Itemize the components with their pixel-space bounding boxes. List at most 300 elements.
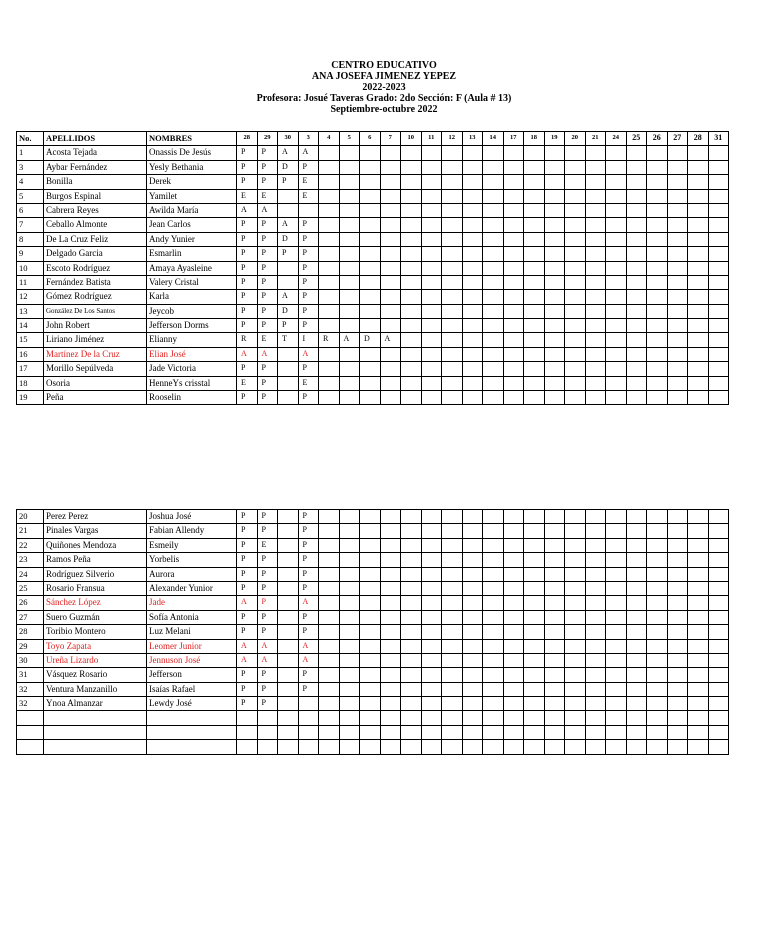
attendance-cell — [421, 596, 442, 610]
attendance-cell — [708, 319, 729, 333]
student-surnames: Acosta Tejada — [44, 146, 147, 160]
header-day: 19 — [544, 132, 565, 146]
attendance-cell — [647, 175, 668, 189]
attendance-cell — [442, 697, 463, 711]
attendance-cell — [647, 304, 668, 318]
attendance-cell — [319, 203, 340, 217]
attendance-cell — [647, 347, 668, 361]
student-names: Jade — [147, 596, 237, 610]
attendance-cell — [667, 524, 688, 538]
attendance-cell — [544, 567, 565, 581]
attendance-cell — [585, 625, 606, 639]
attendance-cell — [380, 247, 401, 261]
attendance-cell — [278, 682, 299, 696]
attendance-cell — [339, 610, 360, 624]
student-names: Luz Melani — [147, 625, 237, 639]
attendance-mark: A — [298, 146, 319, 160]
attendance-cell — [565, 653, 586, 667]
attendance-cell — [503, 538, 524, 552]
student-number: 26 — [17, 596, 44, 610]
attendance-cell — [462, 160, 483, 174]
attendance-cell — [565, 347, 586, 361]
attendance-cell — [585, 567, 606, 581]
attendance-cell — [401, 639, 422, 653]
attendance-mark: A — [298, 596, 319, 610]
attendance-cell — [667, 725, 688, 739]
attendance-mark: A — [237, 653, 258, 667]
student-names: Yesly Bethania — [147, 160, 237, 174]
attendance-cell — [565, 610, 586, 624]
attendance-cell — [442, 510, 463, 524]
student-number — [17, 725, 44, 739]
attendance-cell — [339, 218, 360, 232]
attendance-cell — [462, 697, 483, 711]
attendance-cell — [585, 668, 606, 682]
attendance-cell — [688, 333, 709, 347]
attendance-cell — [626, 524, 647, 538]
attendance-cell — [401, 275, 422, 289]
attendance-cell — [585, 682, 606, 696]
attendance-cell — [503, 362, 524, 376]
attendance-cell — [339, 189, 360, 203]
attendance-cell — [585, 697, 606, 711]
attendance-cell — [401, 596, 422, 610]
student-number: 16 — [17, 347, 44, 361]
attendance-mark: A — [380, 333, 401, 347]
attendance-cell — [360, 290, 381, 304]
attendance-cell — [401, 567, 422, 581]
attendance-cell — [380, 697, 401, 711]
attendance-mark: P — [298, 232, 319, 246]
attendance-cell — [483, 275, 504, 289]
attendance-cell — [585, 362, 606, 376]
attendance-cell — [647, 639, 668, 653]
attendance-cell — [565, 319, 586, 333]
attendance-cell — [544, 725, 565, 739]
student-number: 9 — [17, 247, 44, 261]
attendance-cell — [585, 146, 606, 160]
attendance-cell — [380, 581, 401, 595]
attendance-cell — [319, 347, 340, 361]
attendance-cell — [339, 553, 360, 567]
attendance-cell — [503, 333, 524, 347]
header-day: 27 — [667, 132, 688, 146]
attendance-cell — [688, 304, 709, 318]
attendance-cell — [380, 740, 401, 754]
attendance-cell — [483, 290, 504, 304]
attendance-cell — [401, 697, 422, 711]
attendance-cell — [503, 682, 524, 696]
attendance-cell — [339, 668, 360, 682]
attendance-cell — [544, 697, 565, 711]
student-row — [17, 261, 729, 275]
student-names: Lewdy José — [147, 697, 237, 711]
attendance-cell — [585, 711, 606, 725]
attendance-cell — [503, 524, 524, 538]
attendance-mark: I — [298, 333, 319, 347]
header-day: 28 — [688, 132, 709, 146]
attendance-cell — [626, 347, 647, 361]
attendance-cell — [319, 725, 340, 739]
attendance-cell — [503, 261, 524, 275]
attendance-cell — [585, 304, 606, 318]
attendance-cell — [667, 740, 688, 754]
attendance-cell — [380, 160, 401, 174]
student-row — [17, 218, 729, 232]
attendance-mark: P — [237, 362, 258, 376]
attendance-cell — [606, 581, 627, 595]
attendance-cell — [688, 553, 709, 567]
attendance-cell — [544, 682, 565, 696]
attendance-mark: P — [237, 275, 258, 289]
attendance-cell — [503, 319, 524, 333]
header-no: No. — [17, 132, 44, 146]
attendance-cell — [524, 275, 545, 289]
attendance-cell — [688, 538, 709, 552]
attendance-cell — [360, 567, 381, 581]
attendance-cell — [319, 189, 340, 203]
attendance-cell — [524, 175, 545, 189]
attendance-cell — [626, 189, 647, 203]
attendance-cell — [319, 538, 340, 552]
attendance-cell — [544, 333, 565, 347]
attendance-cell — [462, 347, 483, 361]
attendance-cell — [524, 160, 545, 174]
attendance-cell — [708, 290, 729, 304]
header-day: 12 — [442, 132, 463, 146]
attendance-cell — [503, 247, 524, 261]
attendance-cell — [647, 189, 668, 203]
attendance-cell — [606, 175, 627, 189]
attendance-mark: P — [237, 261, 258, 275]
header-day: 7 — [380, 132, 401, 146]
attendance-cell — [647, 596, 668, 610]
attendance-cell — [606, 347, 627, 361]
student-row — [17, 596, 729, 610]
attendance-cell — [565, 581, 586, 595]
attendance-cell — [606, 538, 627, 552]
student-number: 11 — [17, 275, 44, 289]
attendance-cell — [688, 391, 709, 405]
attendance-cell — [483, 218, 504, 232]
attendance-cell — [647, 610, 668, 624]
student-surnames: Escoto Rodríguez — [44, 261, 147, 275]
attendance-cell — [278, 391, 299, 405]
attendance-cell — [708, 625, 729, 639]
student-surnames: Vásquez Rosario — [44, 668, 147, 682]
attendance-cell — [278, 510, 299, 524]
attendance-cell — [503, 175, 524, 189]
attendance-cell — [483, 247, 504, 261]
attendance-cell — [565, 203, 586, 217]
attendance-cell — [319, 175, 340, 189]
attendance-mark: P — [298, 160, 319, 174]
attendance-cell — [565, 175, 586, 189]
attendance-cell — [442, 275, 463, 289]
student-names: Isaías Rafael — [147, 682, 237, 696]
attendance-cell — [421, 362, 442, 376]
attendance-cell — [708, 581, 729, 595]
attendance-cell — [380, 347, 401, 361]
attendance-cell — [667, 290, 688, 304]
attendance-cell — [421, 524, 442, 538]
attendance-cell — [667, 668, 688, 682]
attendance-cell — [524, 740, 545, 754]
attendance-cell — [626, 553, 647, 567]
student-surnames: Liriano Jiménez — [44, 333, 147, 347]
attendance-cell — [606, 740, 627, 754]
attendance-cell — [421, 610, 442, 624]
attendance-cell — [585, 610, 606, 624]
attendance-mark: P — [237, 524, 258, 538]
student-names: Alexander Yunior — [147, 581, 237, 595]
attendance-cell — [647, 247, 668, 261]
attendance-mark: P — [257, 581, 278, 595]
attendance-cell — [421, 567, 442, 581]
student-names: Andy Yunier — [147, 232, 237, 246]
student-surnames: Delgado Garcia — [44, 247, 147, 261]
attendance-cell — [667, 625, 688, 639]
attendance-cell — [524, 362, 545, 376]
attendance-cell — [442, 376, 463, 390]
attendance-cell — [503, 553, 524, 567]
attendance-cell — [688, 697, 709, 711]
attendance-cell — [401, 524, 422, 538]
attendance-cell — [503, 711, 524, 725]
attendance-mark: P — [237, 625, 258, 639]
attendance-cell — [462, 232, 483, 246]
student-surnames: Cabrera Reyes — [44, 203, 147, 217]
attendance-cell — [339, 146, 360, 160]
attendance-cell — [380, 319, 401, 333]
attendance-cell — [319, 610, 340, 624]
attendance-cell — [544, 625, 565, 639]
attendance-cell — [626, 567, 647, 581]
attendance-cell — [421, 333, 442, 347]
attendance-cell — [626, 538, 647, 552]
attendance-cell — [667, 175, 688, 189]
attendance-cell — [360, 391, 381, 405]
attendance-cell — [585, 524, 606, 538]
attendance-cell — [503, 639, 524, 653]
attendance-cell — [524, 319, 545, 333]
attendance-cell — [339, 160, 360, 174]
attendance-cell — [278, 362, 299, 376]
attendance-cell — [360, 682, 381, 696]
attendance-cell — [708, 524, 729, 538]
school-year: 2022-2023 — [362, 82, 406, 93]
header-day: 17 — [503, 132, 524, 146]
attendance-cell — [503, 232, 524, 246]
attendance-cell — [319, 160, 340, 174]
attendance-cell — [667, 538, 688, 552]
attendance-cell — [339, 347, 360, 361]
attendance-cell — [380, 596, 401, 610]
attendance-cell — [380, 711, 401, 725]
attendance-cell — [626, 682, 647, 696]
attendance-mark: A — [278, 146, 299, 160]
student-number: 8 — [17, 232, 44, 246]
attendance-cell — [708, 304, 729, 318]
attendance-cell — [503, 581, 524, 595]
attendance-mark: A — [237, 639, 258, 653]
attendance-cell — [319, 524, 340, 538]
attendance-cell — [319, 740, 340, 754]
attendance-cell — [606, 290, 627, 304]
attendance-cell — [421, 682, 442, 696]
attendance-cell — [565, 510, 586, 524]
attendance-cell — [339, 740, 360, 754]
attendance-mark: P — [257, 304, 278, 318]
attendance-cell — [688, 740, 709, 754]
attendance-cell — [647, 538, 668, 552]
attendance-cell — [524, 391, 545, 405]
attendance-cell — [421, 160, 442, 174]
attendance-cell — [483, 668, 504, 682]
attendance-cell — [688, 275, 709, 289]
student-number: 19 — [17, 391, 44, 405]
attendance-cell — [524, 653, 545, 667]
attendance-cell — [421, 740, 442, 754]
attendance-cell — [462, 639, 483, 653]
attendance-cell — [319, 510, 340, 524]
attendance-cell — [647, 697, 668, 711]
attendance-cell — [360, 160, 381, 174]
teacher-info: Profesora: Josué Taveras Grado: 2do Sección: F (Aula # 13) — [256, 93, 512, 104]
attendance-cell — [442, 290, 463, 304]
attendance-cell — [421, 711, 442, 725]
student-surnames: John Robert — [44, 319, 147, 333]
attendance-cell — [626, 581, 647, 595]
student-row — [17, 319, 729, 333]
attendance-cell — [462, 567, 483, 581]
attendance-cell — [339, 203, 360, 217]
attendance-cell — [380, 538, 401, 552]
attendance-cell — [606, 668, 627, 682]
attendance-cell — [544, 653, 565, 667]
attendance-cell — [380, 524, 401, 538]
attendance-cell — [708, 247, 729, 261]
attendance-cell — [544, 538, 565, 552]
student-surnames: Peña — [44, 391, 147, 405]
attendance-cell — [647, 376, 668, 390]
attendance-cell — [462, 610, 483, 624]
attendance-cell — [647, 261, 668, 275]
attendance-cell — [380, 553, 401, 567]
attendance-cell — [503, 510, 524, 524]
attendance-cell — [421, 376, 442, 390]
attendance-cell — [708, 697, 729, 711]
attendance-cell — [483, 175, 504, 189]
attendance-mark: P — [257, 376, 278, 390]
attendance-cell — [606, 567, 627, 581]
attendance-cell — [667, 304, 688, 318]
attendance-cell — [688, 319, 709, 333]
attendance-cell — [483, 524, 504, 538]
attendance-cell — [585, 376, 606, 390]
attendance-cell — [462, 362, 483, 376]
attendance-cell — [626, 175, 647, 189]
attendance-cell — [708, 160, 729, 174]
attendance-cell — [421, 538, 442, 552]
attendance-cell — [298, 740, 319, 754]
student-surnames: Ramos Peña — [44, 553, 147, 567]
header-day: 26 — [647, 132, 668, 146]
attendance-cell — [278, 275, 299, 289]
attendance-cell — [442, 682, 463, 696]
attendance-cell — [442, 333, 463, 347]
student-names: HenneYs crisstal — [147, 376, 237, 390]
attendance-cell — [544, 261, 565, 275]
attendance-cell — [421, 275, 442, 289]
attendance-cell — [524, 376, 545, 390]
attendance-cell — [339, 175, 360, 189]
attendance-cell — [667, 261, 688, 275]
attendance-cell — [688, 362, 709, 376]
attendance-mark: P — [278, 175, 299, 189]
student-number: 15 — [17, 333, 44, 347]
attendance-cell — [462, 261, 483, 275]
attendance-cell — [544, 553, 565, 567]
attendance-cell — [483, 362, 504, 376]
attendance-cell — [339, 639, 360, 653]
attendance-cell — [524, 711, 545, 725]
attendance-cell — [524, 304, 545, 318]
attendance-cell — [278, 189, 299, 203]
attendance-cell — [319, 668, 340, 682]
attendance-cell — [544, 524, 565, 538]
attendance-mark: P — [257, 668, 278, 682]
student-row — [17, 711, 729, 725]
attendance-cell — [380, 290, 401, 304]
attendance-mark: P — [298, 362, 319, 376]
attendance-cell — [380, 304, 401, 318]
attendance-mark: D — [360, 333, 381, 347]
attendance-cell — [380, 146, 401, 160]
school-name: ANA JOSEFA JIMENEZ YEPEZ — [311, 71, 457, 82]
attendance-cell — [278, 376, 299, 390]
attendance-mark: P — [257, 625, 278, 639]
attendance-cell — [626, 218, 647, 232]
student-row — [17, 232, 729, 246]
attendance-cell — [298, 697, 319, 711]
attendance-cell — [667, 333, 688, 347]
attendance-cell — [278, 581, 299, 595]
attendance-cell — [339, 304, 360, 318]
attendance-cell — [626, 391, 647, 405]
attendance-cell — [688, 711, 709, 725]
attendance-cell — [442, 625, 463, 639]
student-surnames: Pinales Vargas — [44, 524, 147, 538]
attendance-cell — [380, 725, 401, 739]
attendance-cell — [339, 682, 360, 696]
attendance-cell — [319, 391, 340, 405]
attendance-cell — [442, 232, 463, 246]
header-day: 30 — [278, 132, 299, 146]
attendance-mark: P — [257, 175, 278, 189]
student-number: 27 — [17, 610, 44, 624]
attendance-cell — [380, 567, 401, 581]
attendance-cell — [360, 711, 381, 725]
attendance-cell — [401, 610, 422, 624]
student-number: 28 — [17, 625, 44, 639]
attendance-cell — [544, 232, 565, 246]
attendance-mark: P — [298, 510, 319, 524]
attendance-cell — [401, 653, 422, 667]
attendance-cell — [667, 203, 688, 217]
attendance-mark: E — [237, 189, 258, 203]
attendance-cell — [708, 218, 729, 232]
